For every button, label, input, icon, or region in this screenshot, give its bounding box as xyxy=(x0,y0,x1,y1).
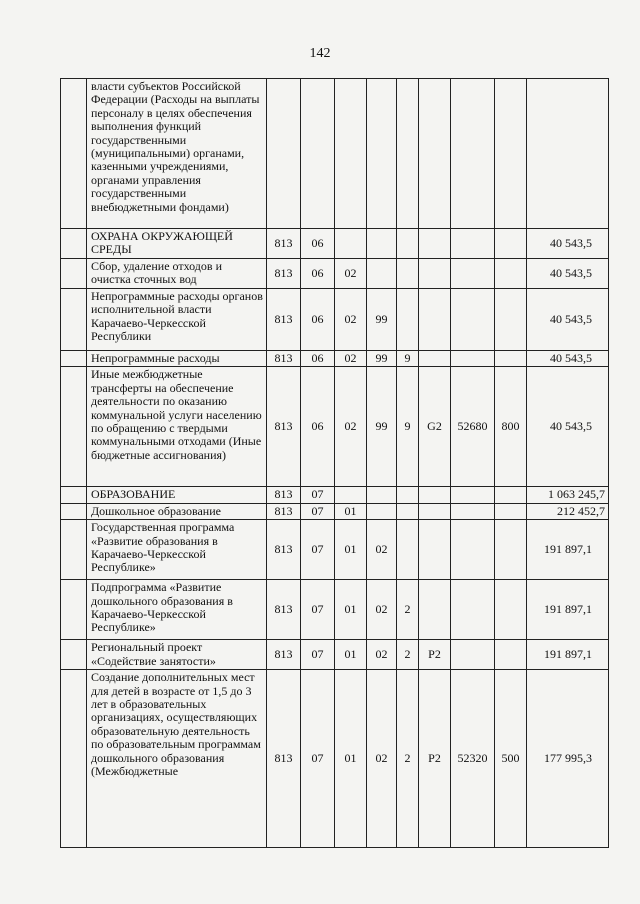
section-code: 07 xyxy=(301,640,335,670)
program-code xyxy=(367,503,397,519)
expense-type-code xyxy=(495,289,527,351)
direction-code xyxy=(451,351,495,367)
grbs-code: 813 xyxy=(267,503,301,519)
table-row xyxy=(61,640,609,670)
project-code: P2 xyxy=(419,640,451,670)
section-code: 07 xyxy=(301,487,335,503)
program-code: 02 xyxy=(367,670,397,848)
direction-code xyxy=(451,79,495,229)
amount: 191 897,1 xyxy=(527,640,609,670)
expense-type-code: 500 xyxy=(495,670,527,848)
section-code xyxy=(301,79,335,229)
grbs-code: 813 xyxy=(267,580,301,640)
row-marker-cell xyxy=(61,487,87,503)
project-code xyxy=(419,229,451,259)
section-code: 07 xyxy=(301,670,335,848)
subsection-code: 01 xyxy=(335,520,367,580)
grbs-code xyxy=(267,79,301,229)
subprogram-code xyxy=(397,520,419,580)
section-code: 06 xyxy=(301,367,335,487)
subsection-code xyxy=(335,79,367,229)
expense-name: ОБРАЗОВАНИЕ xyxy=(87,487,267,503)
program-code xyxy=(367,259,397,289)
amount: 40 543,5 xyxy=(527,367,609,487)
direction-code: 52680 xyxy=(451,367,495,487)
expense-type-code xyxy=(495,259,527,289)
subprogram-code xyxy=(397,259,419,289)
expense-type-code xyxy=(495,640,527,670)
expense-name: Дошкольное образование xyxy=(87,503,267,519)
grbs-code: 813 xyxy=(267,670,301,848)
subsection-code xyxy=(335,229,367,259)
program-code: 02 xyxy=(367,520,397,580)
table-row xyxy=(61,670,609,848)
amount: 40 543,5 xyxy=(527,259,609,289)
subprogram-code xyxy=(397,79,419,229)
row-marker-cell xyxy=(61,520,87,580)
row-marker-cell xyxy=(61,367,87,487)
direction-code xyxy=(451,580,495,640)
subsection-code: 02 xyxy=(335,289,367,351)
row-marker-cell xyxy=(61,289,87,351)
amount: 40 543,5 xyxy=(527,229,609,259)
row-marker-cell xyxy=(61,640,87,670)
expense-name: Государственная программа «Развитие образования в Карачаево-Черкесской Республике» xyxy=(87,520,267,580)
grbs-code: 813 xyxy=(267,520,301,580)
subprogram-code xyxy=(397,487,419,503)
direction-code xyxy=(451,259,495,289)
program-code: 99 xyxy=(367,351,397,367)
subprogram-code: 9 xyxy=(397,351,419,367)
expense-name: ОХРАНА ОКРУЖАЮЩЕЙ СРЕДЫ xyxy=(87,229,267,259)
program-code: 02 xyxy=(367,640,397,670)
subsection-code: 02 xyxy=(335,367,367,487)
grbs-code: 813 xyxy=(267,640,301,670)
amount: 1 063 245,7 xyxy=(527,487,609,503)
table-row xyxy=(61,580,609,640)
expense-type-code xyxy=(495,580,527,640)
row-marker-cell xyxy=(61,351,87,367)
grbs-code: 813 xyxy=(267,367,301,487)
row-marker-cell xyxy=(61,580,87,640)
section-code: 06 xyxy=(301,351,335,367)
expense-name: Непрограммные расходы xyxy=(87,351,267,367)
row-marker-cell xyxy=(61,229,87,259)
amount: 191 897,1 xyxy=(527,520,609,580)
direction-code xyxy=(451,229,495,259)
project-code xyxy=(419,289,451,351)
direction-code xyxy=(451,640,495,670)
expense-name: Сбор, удаление отходов и очистка сточных вод xyxy=(87,259,267,289)
subprogram-code: 2 xyxy=(397,640,419,670)
section-code: 06 xyxy=(301,289,335,351)
expense-name: Региональный проект «Содействие занятости» xyxy=(87,640,267,670)
table-row xyxy=(61,367,609,487)
amount xyxy=(527,79,609,229)
project-code xyxy=(419,259,451,289)
subsection-code: 01 xyxy=(335,503,367,519)
expense-type-code xyxy=(495,351,527,367)
expense-type-code xyxy=(495,520,527,580)
section-code: 07 xyxy=(301,503,335,519)
subprogram-code xyxy=(397,289,419,351)
subprogram-code xyxy=(397,229,419,259)
amount: 191 897,1 xyxy=(527,580,609,640)
page-number: 142 xyxy=(309,46,331,61)
budget-table xyxy=(60,78,609,848)
project-code: G2 xyxy=(419,367,451,487)
row-marker-cell xyxy=(61,670,87,848)
row-marker-cell xyxy=(61,259,87,289)
table-row xyxy=(61,520,609,580)
project-code xyxy=(419,580,451,640)
expense-name: Создание дополнительных мест для детей в возрасте от 1,5 до 3 лет в образовательных организациях, осуществляющих образовательную деятельность по образовательным программам дошкольного образования (Межбюджетные xyxy=(87,670,267,848)
row-marker-cell xyxy=(61,79,87,229)
grbs-code: 813 xyxy=(267,259,301,289)
expense-type-code xyxy=(495,79,527,229)
subsection-code: 02 xyxy=(335,259,367,289)
expense-name: власти субъектов Российской Федерации (Расходы на выплаты персоналу в целях обеспечения выполнения функций государственными (муниципальными) органами, казенными учреждениями, органами управления государственными внебюджетными фондами) xyxy=(87,79,267,229)
expense-name: Подпрограмма «Развитие дошкольного образования в Карачаево-Черкесской Республике» xyxy=(87,580,267,640)
project-code xyxy=(419,503,451,519)
table-row xyxy=(61,79,609,229)
direction-code xyxy=(451,520,495,580)
table-row xyxy=(61,289,609,351)
subsection-code: 01 xyxy=(335,640,367,670)
table-row xyxy=(61,259,609,289)
section-code: 07 xyxy=(301,580,335,640)
direction-code: 52320 xyxy=(451,670,495,848)
table-row xyxy=(61,487,609,503)
direction-code xyxy=(451,289,495,351)
expense-name: Иные межбюджетные трансферты на обеспечение деятельности по оказанию коммунальной услуги населению по обращению с твердыми коммунальными отходами (Иные бюджетные ассигнования) xyxy=(87,367,267,487)
amount: 40 543,5 xyxy=(527,351,609,367)
subprogram-code: 2 xyxy=(397,670,419,848)
grbs-code: 813 xyxy=(267,229,301,259)
program-code xyxy=(367,79,397,229)
project-code xyxy=(419,520,451,580)
subsection-code: 02 xyxy=(335,351,367,367)
program-code xyxy=(367,229,397,259)
program-code: 02 xyxy=(367,580,397,640)
subprogram-code: 2 xyxy=(397,580,419,640)
section-code: 06 xyxy=(301,259,335,289)
expense-type-code xyxy=(495,503,527,519)
subprogram-code: 9 xyxy=(397,367,419,487)
table-row xyxy=(61,229,609,259)
amount: 40 543,5 xyxy=(527,289,609,351)
program-code: 99 xyxy=(367,367,397,487)
subprogram-code xyxy=(397,503,419,519)
table-row xyxy=(61,351,609,367)
grbs-code: 813 xyxy=(267,351,301,367)
subsection-code xyxy=(335,487,367,503)
section-code: 06 xyxy=(301,229,335,259)
expense-type-code xyxy=(495,229,527,259)
subsection-code: 01 xyxy=(335,580,367,640)
grbs-code: 813 xyxy=(267,487,301,503)
direction-code xyxy=(451,487,495,503)
amount: 212 452,7 xyxy=(527,503,609,519)
amount: 177 995,3 xyxy=(527,670,609,848)
expense-type-code xyxy=(495,487,527,503)
program-code xyxy=(367,487,397,503)
table-row xyxy=(61,503,609,519)
row-marker-cell xyxy=(61,503,87,519)
project-code xyxy=(419,351,451,367)
project-code: P2 xyxy=(419,670,451,848)
section-code: 07 xyxy=(301,520,335,580)
project-code xyxy=(419,79,451,229)
program-code: 99 xyxy=(367,289,397,351)
direction-code xyxy=(451,503,495,519)
grbs-code: 813 xyxy=(267,289,301,351)
expense-name: Непрограммные расходы органов исполнительной власти Карачаево-Черкесской Республики xyxy=(87,289,267,351)
expense-type-code: 800 xyxy=(495,367,527,487)
project-code xyxy=(419,487,451,503)
subsection-code: 01 xyxy=(335,670,367,848)
